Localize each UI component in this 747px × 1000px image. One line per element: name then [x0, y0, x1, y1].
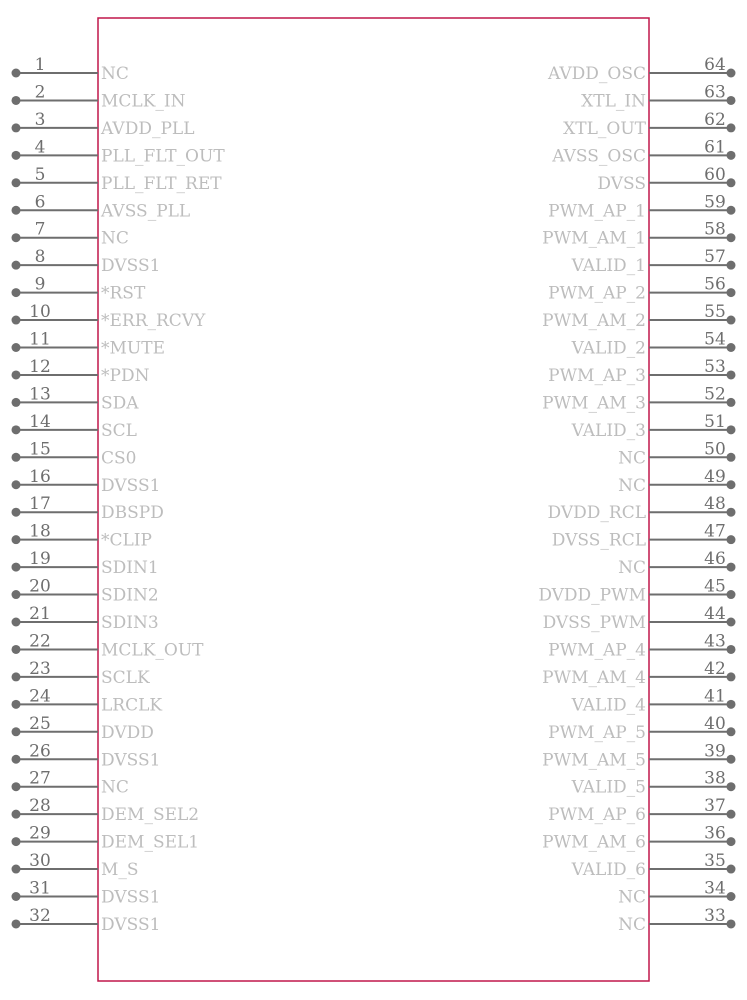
pin-terminal-dot: [12, 233, 21, 242]
pin-terminal-dot: [727, 151, 736, 160]
pin-number: 25: [29, 713, 51, 734]
pin-terminal-dot: [727, 782, 736, 791]
pin-name: VALID_6: [571, 860, 646, 881]
left-pin-13: [12, 384, 140, 413]
pin-number: 23: [29, 658, 51, 679]
pin-number: 63: [704, 82, 726, 103]
pin-number: 16: [29, 466, 51, 487]
pin-number: 14: [29, 411, 51, 432]
pin-name: PWM_AP_1: [548, 201, 646, 222]
pin-terminal-dot: [727, 810, 736, 819]
right-pin-50: [618, 439, 735, 468]
left-pin-15: [12, 439, 137, 468]
pin-number: 54: [704, 329, 726, 350]
pin-name: DVSS1: [101, 750, 161, 771]
pin-name: NC: [618, 448, 646, 469]
pin-terminal-dot: [12, 645, 21, 654]
pin-terminal-dot: [727, 261, 736, 270]
pin-terminal-dot: [12, 535, 21, 544]
pin-number: 59: [704, 192, 726, 213]
left-pin-1: [12, 55, 129, 84]
pin-number: 20: [29, 576, 51, 597]
pin-terminal-dot: [727, 233, 736, 242]
pin-terminal-dot: [12, 782, 21, 791]
pin-terminal-dot: [12, 755, 21, 764]
pin-name: XTL_OUT: [563, 118, 646, 139]
pin-name: VALID_5: [571, 777, 646, 798]
pin-name: VALID_3: [571, 420, 646, 441]
left-pin-30: [12, 851, 139, 880]
pin-number: 34: [704, 878, 726, 899]
left-pin-32: [12, 906, 161, 935]
pin-name: NC: [618, 914, 646, 935]
right-pin-38: [571, 769, 736, 798]
pin-terminal-dot: [12, 672, 21, 681]
pin-terminal-dot: [727, 398, 736, 407]
pin-number: 18: [29, 521, 51, 542]
pin-terminal-dot: [727, 206, 736, 215]
pin-name: PWM_AP_3: [548, 365, 646, 386]
left-pin-12: [12, 357, 150, 386]
pin-terminal-dot: [727, 590, 736, 599]
pin-number: 64: [704, 55, 726, 75]
left-pin-20: [12, 577, 159, 606]
pin-terminal-dot: [12, 865, 21, 874]
pin-terminal-dot: [727, 919, 736, 928]
pin-number: 51: [704, 411, 726, 432]
pin-terminal-dot: [727, 425, 736, 434]
pin-number: 27: [29, 768, 51, 789]
pin-number: 62: [704, 109, 726, 130]
pin-number: 56: [704, 274, 726, 295]
pin-name: DVDD: [101, 722, 154, 743]
pin-name: SCLK: [101, 667, 150, 688]
pin-name: PWM_AP_2: [548, 283, 646, 304]
pin-terminal-dot: [727, 645, 736, 654]
pin-name: PWM_AM_1: [542, 228, 646, 249]
pin-number: 2: [34, 82, 46, 103]
pin-terminal-dot: [12, 508, 21, 517]
pin-number: 45: [704, 576, 726, 597]
pin-name: SDA: [101, 393, 139, 414]
left-pin-17: [12, 494, 164, 523]
right-pin-34: [618, 879, 735, 908]
pin-number: 5: [34, 164, 46, 185]
pin-terminal-dot: [727, 288, 736, 297]
pin-terminal-dot: [12, 261, 21, 270]
pin-number: 8: [34, 247, 46, 268]
pin-name: AVSS_OSC: [552, 146, 646, 167]
pin-number: 15: [29, 439, 51, 460]
pin-number: 49: [704, 466, 726, 487]
pin-name: *MUTE: [101, 338, 165, 359]
right-pin-60: [597, 165, 735, 194]
left-pin-8: [12, 247, 161, 276]
pin-number: 50: [704, 439, 726, 460]
left-pin-22: [12, 631, 205, 660]
pin-terminal-dot: [12, 590, 21, 599]
right-pin-37: [548, 796, 735, 825]
pin-number: 42: [704, 658, 726, 679]
pin-terminal-dot: [12, 480, 21, 489]
pin-name: DVSS1: [101, 475, 161, 496]
pin-name: SCL: [101, 420, 137, 441]
pin-name: PWM_AM_3: [542, 393, 646, 414]
pin-name: NC: [101, 64, 129, 84]
right-pin-53: [548, 357, 735, 386]
left-pin-4: [12, 137, 226, 166]
left-pin-14: [12, 412, 137, 441]
pin-number: 41: [704, 686, 726, 707]
pin-number: 13: [29, 384, 51, 405]
pin-number: 48: [704, 494, 726, 515]
right-pin-48: [548, 494, 736, 523]
pin-terminal-dot: [727, 96, 736, 105]
right-pin-35: [571, 851, 736, 880]
left-pin-3: [12, 110, 195, 139]
right-pin-51: [571, 412, 736, 441]
right-pin-group: [538, 55, 735, 935]
pin-name: MCLK_IN: [101, 91, 186, 112]
left-pin-28: [12, 796, 200, 825]
pin-terminal-dot: [12, 919, 21, 928]
pin-terminal-dot: [727, 480, 736, 489]
pin-terminal-dot: [727, 837, 736, 846]
pin-name: DVDD_PWM: [538, 585, 646, 606]
pin-terminal-dot: [727, 316, 736, 325]
pin-name: AVDD_PLL: [101, 118, 195, 139]
right-pin-55: [542, 302, 735, 331]
pin-terminal-dot: [727, 727, 736, 736]
pin-terminal-dot: [12, 563, 21, 572]
pin-name: PWM_AP_5: [548, 722, 646, 743]
pin-terminal-dot: [12, 425, 21, 434]
pin-name: *RST: [101, 283, 146, 304]
pin-name: SDIN2: [101, 585, 159, 606]
pin-name: NC: [618, 887, 646, 908]
pin-terminal-dot: [727, 453, 736, 462]
pin-terminal-dot: [727, 672, 736, 681]
pin-terminal-dot: [12, 700, 21, 709]
pin-name: VALID_4: [571, 695, 646, 716]
pin-terminal-dot: [727, 755, 736, 764]
right-pin-54: [571, 330, 736, 359]
right-pin-61: [551, 137, 735, 166]
pin-name: NC: [618, 558, 646, 579]
pin-name: DEM_SEL1: [101, 832, 200, 853]
pin-terminal-dot: [727, 535, 736, 544]
pin-number: 35: [704, 851, 726, 872]
pin-terminal-dot: [12, 618, 21, 627]
pin-number: 3: [34, 109, 46, 130]
pin-number: 9: [34, 274, 46, 295]
pin-name: PWM_AP_4: [548, 640, 646, 661]
pin-terminal-dot: [727, 370, 736, 379]
pin-name: DEM_SEL2: [101, 805, 200, 826]
right-pin-36: [542, 824, 735, 853]
pin-number: 40: [704, 713, 726, 734]
right-pin-39: [542, 741, 735, 770]
pin-number: 52: [704, 384, 726, 405]
left-pin-23: [12, 659, 150, 688]
pin-number: 37: [704, 796, 726, 817]
pin-number: 47: [704, 521, 726, 542]
pin-number: 10: [29, 302, 51, 323]
pin-name: XTL_IN: [581, 91, 646, 112]
pin-terminal-dot: [12, 151, 21, 160]
right-pin-56: [548, 275, 735, 304]
pin-terminal-dot: [12, 343, 21, 352]
pin-number: 31: [29, 878, 51, 899]
left-pin-11: [12, 330, 165, 359]
pin-terminal-dot: [727, 123, 736, 132]
right-pin-44: [543, 604, 736, 633]
pin-name: DVSS_RCL: [551, 530, 646, 551]
left-pin-5: [12, 165, 223, 194]
right-pin-59: [548, 192, 735, 221]
right-pin-63: [581, 82, 735, 111]
pin-name: DVSS_PWM: [542, 613, 646, 633]
pin-terminal-dot: [727, 892, 736, 901]
pin-terminal-dot: [12, 810, 21, 819]
left-pin-6: [12, 192, 191, 221]
pin-terminal-dot: [727, 865, 736, 874]
pin-terminal-dot: [12, 837, 21, 846]
right-pin-64: [547, 55, 736, 84]
left-pin-10: [12, 302, 207, 331]
pin-name: DVSS1: [101, 914, 161, 935]
pin-terminal-dot: [12, 892, 21, 901]
pin-name: DBSPD: [101, 503, 164, 524]
pin-terminal-dot: [12, 316, 21, 325]
pin-name: NC: [101, 228, 129, 249]
pin-name: DVSS1: [101, 887, 161, 908]
pin-number: 61: [704, 137, 726, 158]
pin-terminal-dot: [727, 178, 736, 187]
pin-name: PWM_AM_5: [542, 750, 646, 771]
pin-number: 1: [34, 55, 46, 75]
pin-number: 17: [29, 494, 51, 515]
pin-terminal-dot: [12, 398, 21, 407]
pin-name: MCLK_OUT: [101, 640, 204, 661]
pin-number: 58: [704, 219, 726, 240]
pin-terminal-dot: [727, 563, 736, 572]
pin-terminal-dot: [12, 727, 21, 736]
left-pin-27: [12, 769, 129, 798]
pin-number: 22: [29, 631, 51, 652]
pin-number: 38: [704, 768, 726, 789]
pin-terminal-dot: [12, 178, 21, 187]
pin-terminal-dot: [12, 69, 21, 78]
right-pin-42: [542, 659, 735, 688]
right-pin-45: [538, 577, 735, 606]
pin-terminal-dot: [12, 370, 21, 379]
pin-number: 6: [34, 192, 46, 213]
pin-number: 32: [29, 905, 51, 926]
left-pin-16: [12, 467, 161, 496]
pin-terminal-dot: [12, 123, 21, 132]
pin-name: NC: [101, 777, 129, 798]
pin-number: 26: [29, 741, 51, 762]
left-pin-21: [12, 604, 159, 633]
pin-terminal-dot: [12, 288, 21, 297]
pin-number: 39: [704, 741, 726, 762]
pin-name: SDIN3: [101, 613, 159, 633]
left-pin-group: [12, 55, 226, 935]
pin-number: 57: [704, 247, 726, 268]
pin-number: 11: [29, 329, 51, 350]
pin-name: *PDN: [101, 365, 150, 386]
left-pin-25: [12, 714, 154, 743]
pin-number: 28: [29, 796, 51, 817]
pin-name: *CLIP: [101, 530, 152, 551]
pin-name: PWM_AP_6: [548, 805, 646, 826]
left-pin-31: [12, 879, 161, 908]
pin-number: 36: [704, 823, 726, 844]
left-pin-9: [12, 275, 146, 304]
pin-number: 43: [704, 631, 726, 652]
right-pin-41: [571, 686, 736, 715]
pin-name: PWM_AM_2: [542, 311, 646, 332]
pin-name: PWM_AM_6: [542, 832, 646, 853]
right-pin-46: [618, 549, 735, 578]
pin-name: SDIN1: [101, 558, 159, 579]
left-pin-18: [12, 522, 152, 551]
pin-name: DVSS1: [101, 256, 161, 277]
left-pin-19: [12, 549, 159, 578]
pin-number: 29: [29, 823, 51, 844]
right-pin-58: [542, 220, 735, 249]
pin-terminal-dot: [727, 508, 736, 517]
pin-terminal-dot: [727, 700, 736, 709]
pin-name: CS0: [101, 448, 137, 469]
pin-number: 53: [704, 356, 726, 377]
pin-name: PLL_FLT_RET: [101, 173, 222, 194]
pin-number: 60: [704, 164, 726, 185]
right-pin-43: [548, 631, 735, 660]
pin-terminal-dot: [12, 96, 21, 105]
pin-name: DVSS: [597, 173, 646, 194]
pin-terminal-dot: [727, 343, 736, 352]
right-pin-52: [542, 384, 735, 413]
pin-name: *ERR_RCVY: [101, 311, 206, 332]
pin-number: 21: [29, 604, 51, 624]
pin-number: 55: [704, 302, 726, 323]
left-pin-26: [12, 741, 161, 770]
pin-name: AVSS_PLL: [101, 201, 191, 222]
pin-number: 4: [34, 137, 46, 158]
pin-name: AVDD_OSC: [547, 64, 646, 84]
pin-name: M_S: [101, 860, 139, 881]
left-pin-29: [12, 824, 200, 853]
pin-number: 44: [704, 604, 726, 624]
right-pin-49: [618, 467, 735, 496]
pin-number: 7: [34, 219, 46, 240]
pin-number: 24: [29, 686, 51, 707]
right-pin-33: [618, 906, 735, 935]
pin-terminal-dot: [12, 453, 21, 462]
right-pin-47: [552, 522, 736, 551]
pin-name: PLL_FLT_OUT: [101, 146, 225, 167]
left-pin-24: [12, 686, 163, 715]
pin-name: LRCLK: [101, 695, 163, 716]
pin-number: 19: [29, 549, 51, 570]
pin-terminal-dot: [727, 618, 736, 627]
pin-number: 33: [704, 905, 726, 926]
pin-number: 46: [704, 549, 726, 570]
pin-terminal-dot: [727, 69, 736, 78]
pin-number: 12: [29, 356, 51, 377]
pin-number: 30: [29, 851, 51, 872]
left-pin-7: [12, 220, 129, 249]
pin-terminal-dot: [12, 206, 21, 215]
pin-name: PWM_AM_4: [542, 667, 646, 688]
pin-name: DVDD_RCL: [547, 503, 646, 524]
right-pin-40: [548, 714, 735, 743]
right-pin-57: [571, 247, 736, 276]
pin-name: VALID_2: [571, 338, 646, 359]
pin-name: VALID_1: [571, 256, 646, 277]
pin-name: NC: [618, 475, 646, 496]
